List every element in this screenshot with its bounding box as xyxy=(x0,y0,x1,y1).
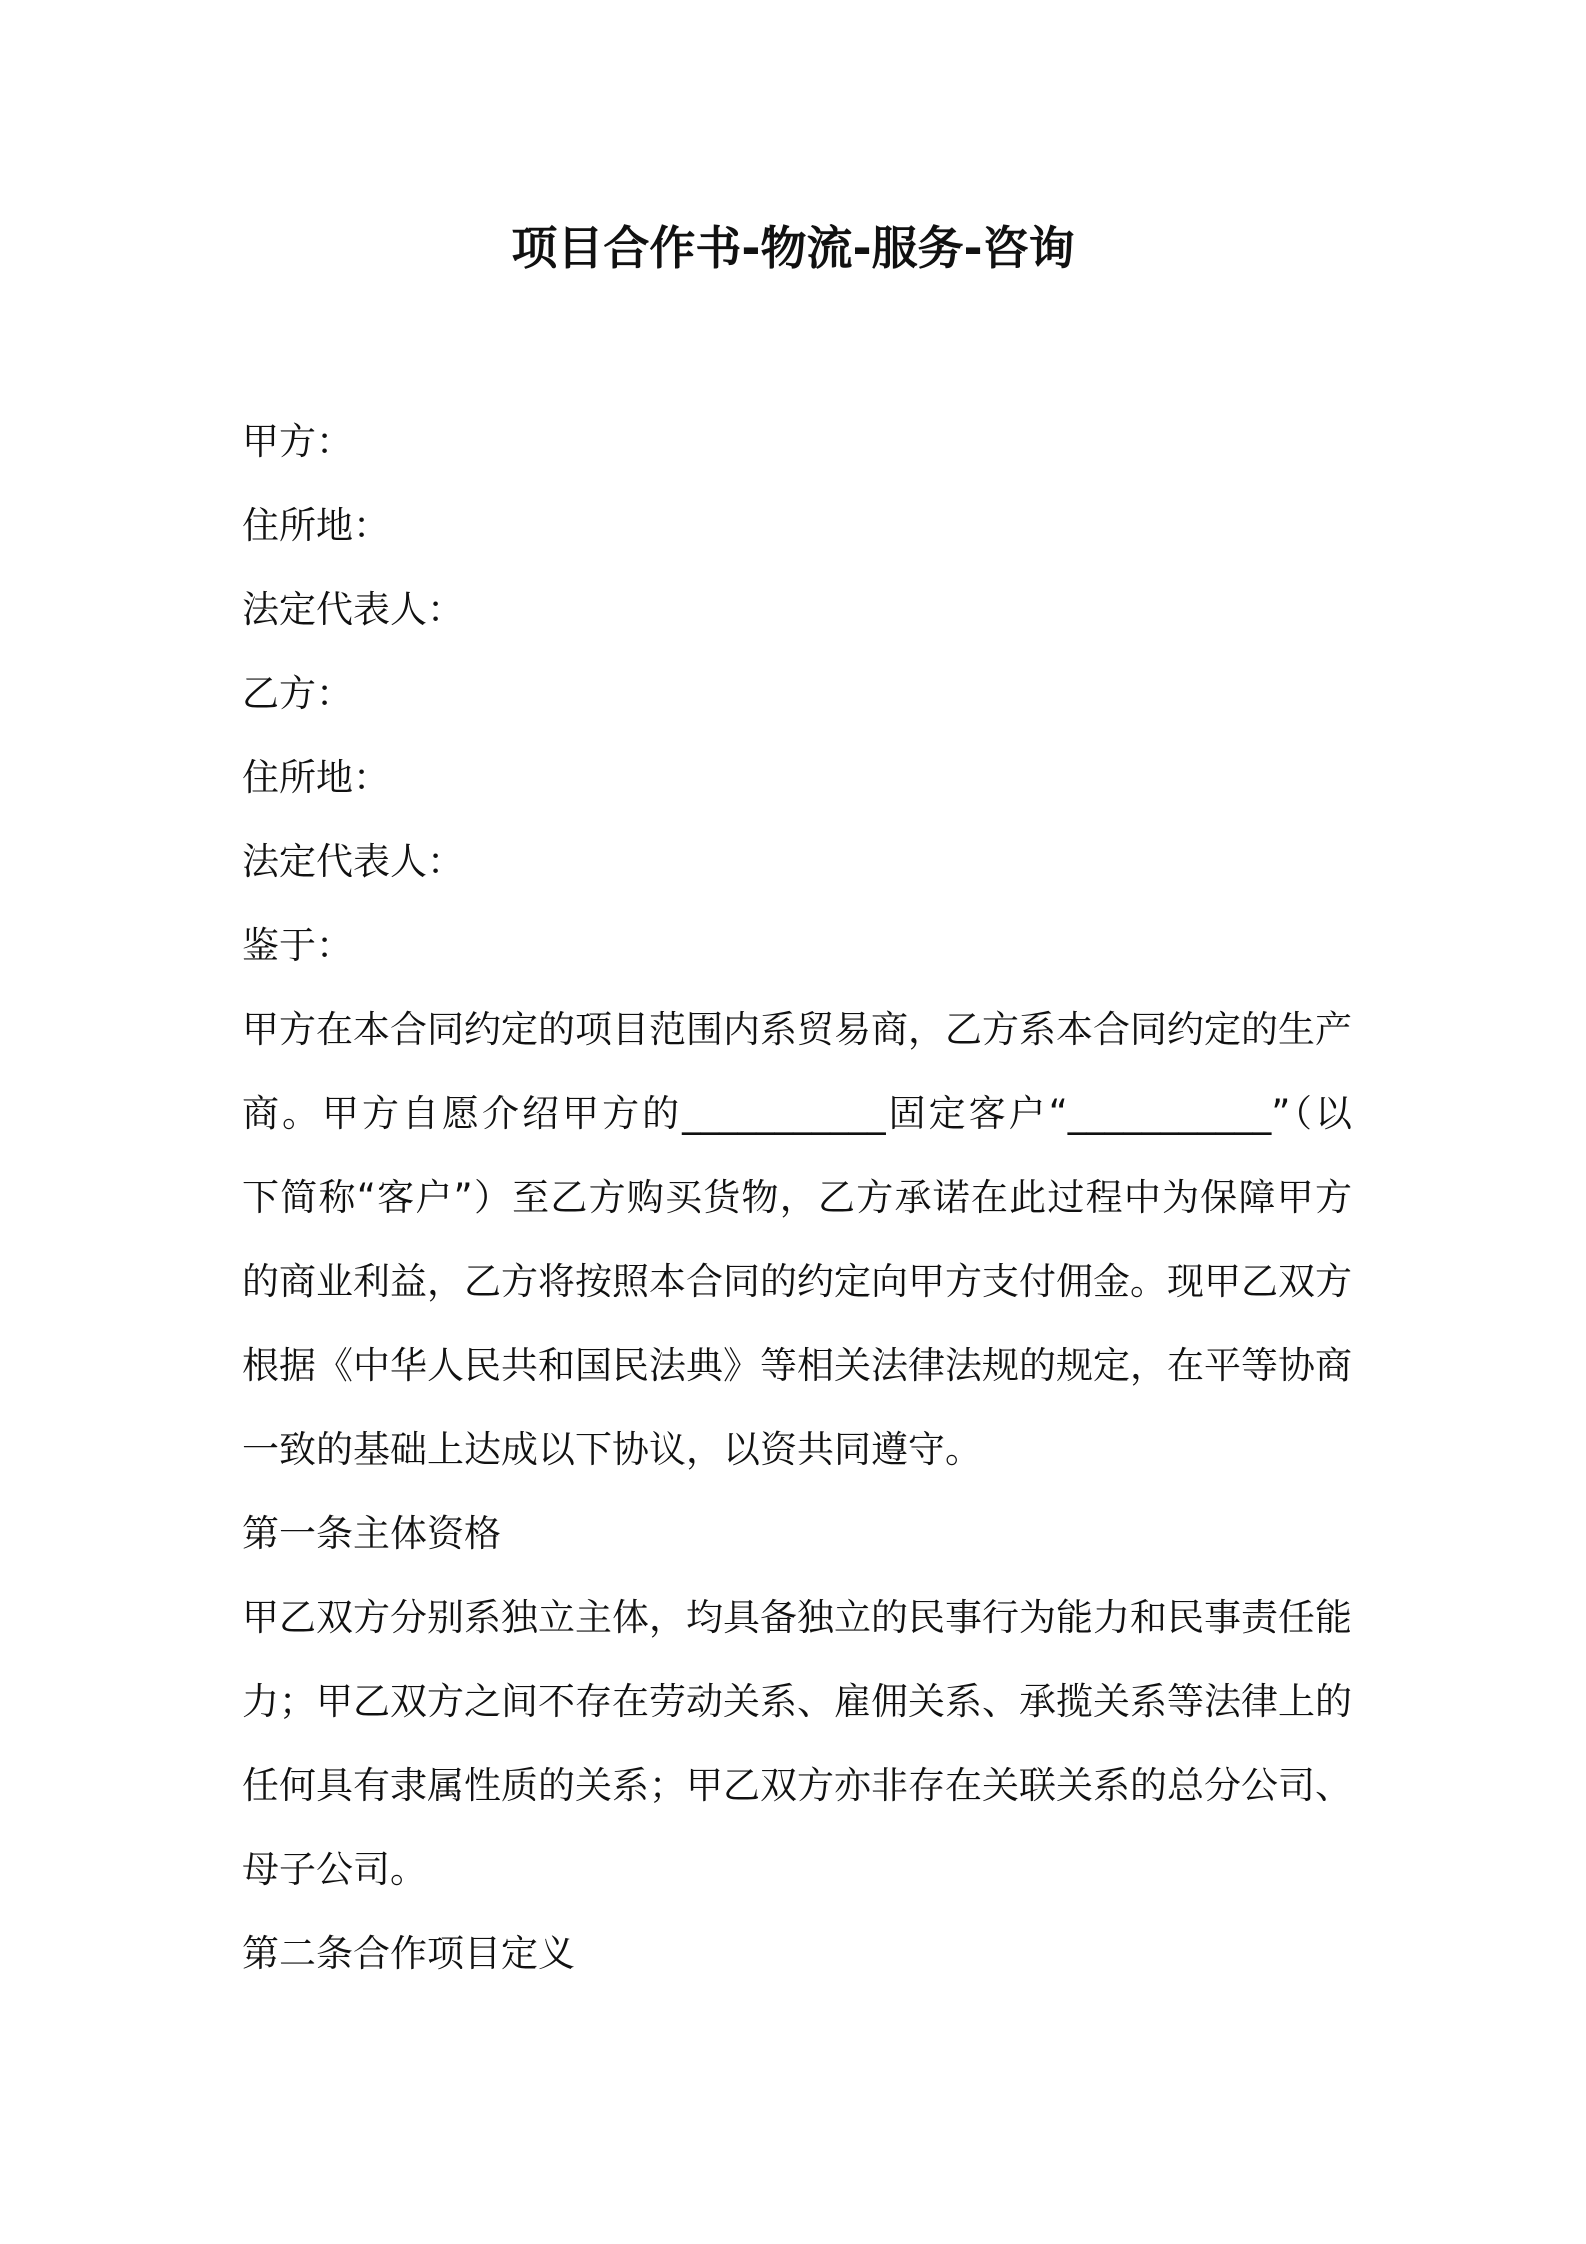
article-1-line: 甲乙双方分别系独立主体，均具备独立的民事行为能力和民事责任能 xyxy=(242,1596,1352,1639)
party-a-label: 甲方： xyxy=(242,420,353,463)
party-b-representative-label: 法定代表人： xyxy=(242,840,464,883)
preamble-line: 商。甲方自愿介绍甲方的___________固定客户“___________”（以 xyxy=(242,1092,1352,1135)
preamble-paragraph xyxy=(242,988,1352,1492)
preamble-line: 下简称“客户”）至乙方购买货物，乙方承诺在此过程中为保障甲方 xyxy=(242,1176,1352,1219)
party-a-address-label: 住所地： xyxy=(242,504,390,547)
preamble-line: 甲方在本合同约定的项目范围内系贸易商，乙方系本合同约定的生产 xyxy=(242,1008,1352,1051)
article-1-line: 母子公司。 xyxy=(242,1848,427,1891)
article-1-heading: 第一条主体资格 xyxy=(242,1512,501,1555)
article-2-heading: 第二条合作项目定义 xyxy=(242,1932,575,1975)
document-body xyxy=(242,400,1352,1996)
party-b-label: 乙方： xyxy=(242,672,353,715)
preamble-line: 的商业利益，乙方将按照本合同的约定向甲方支付佣金。现甲乙双方 xyxy=(242,1260,1352,1303)
preamble-line: 根据《中华人民共和国民法典》等相关法律法规的规定，在平等协商 xyxy=(242,1344,1352,1387)
preamble-line: 一致的基础上达成以下协议，以资共同遵守。 xyxy=(242,1428,982,1471)
party-b-address-label: 住所地： xyxy=(242,756,390,799)
article-1-paragraph xyxy=(242,1576,1352,1912)
article-1-line: 任何具有隶属性质的关系；甲乙双方亦非存在关联关系的总分公司、 xyxy=(242,1764,1352,1807)
document-title: 项目合作书-物流-服务-咨询 xyxy=(511,221,1075,275)
whereas-label: 鉴于： xyxy=(242,924,353,967)
article-1-line: 力；甲乙双方之间不存在劳动关系、雇佣关系、承揽关系等法律上的 xyxy=(242,1680,1352,1723)
party-a-representative-label: 法定代表人： xyxy=(242,588,464,631)
